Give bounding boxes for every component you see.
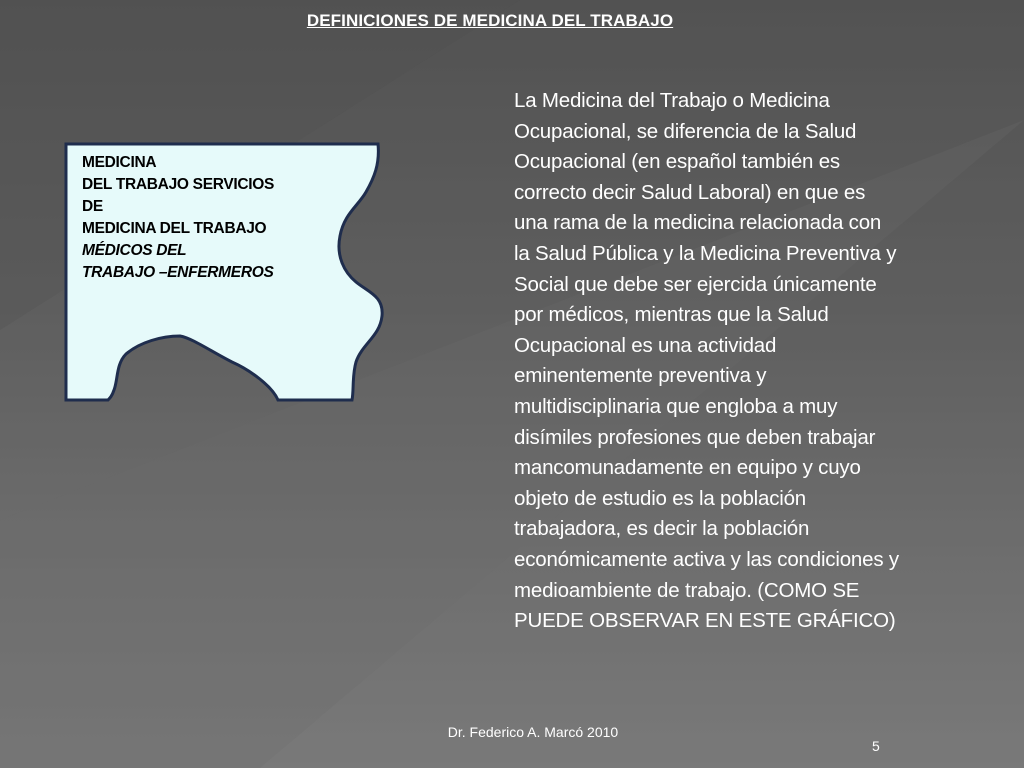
puzzle-line: MÉDICOS DEL (82, 242, 187, 259)
footer-author: Dr. Federico A. Marcó 2010 (447, 724, 619, 740)
definition-line: PUEDE OBSERVAR EN ESTE GRÁFICO) (514, 609, 896, 633)
definition-line: la Salud Pública y la Medicina Preventiva y (514, 241, 897, 265)
definition-line: eminentemente preventiva y (514, 364, 767, 388)
definition-line: mancomunadamente en equipo y cuyo (514, 456, 861, 480)
definition-line: una rama de la medicina relacionada con (514, 211, 882, 235)
definition-line: correcto decir Salud Laboral) en que es (514, 180, 866, 204)
page-number: 5 (872, 738, 880, 754)
definition-paragraph (514, 86, 1006, 637)
puzzle-line: TRABAJO –ENFERMEROS (82, 264, 274, 281)
definition-line: trabajadora, es decir la población (514, 517, 810, 541)
definition-line: La Medicina del Trabajo o Medicina (514, 89, 830, 112)
definition-line: objeto de estudio es la población (514, 486, 807, 510)
definition-line: disímiles profesiones que deben trabajar (514, 425, 876, 449)
puzzle-line: DE (82, 198, 103, 215)
puzzle-piece-text (82, 152, 274, 284)
puzzle-line: MEDICINA (82, 154, 157, 171)
definition-line: Social que debe ser ejercida únicamente (514, 272, 877, 296)
definition-line: Ocupacional (en español también es (514, 150, 840, 174)
definition-line: Ocupacional es una actividad (514, 333, 777, 357)
puzzle-line: DEL TRABAJO SERVICIOS (82, 176, 275, 193)
definition-line: Ocupacional, se diferencia de la Salud (514, 119, 857, 143)
definition-line: multidisciplinaria que engloba a muy (514, 394, 838, 418)
definition-line: por médicos, mientras que la Salud (514, 303, 829, 327)
puzzle-line: MEDICINA DEL TRABAJO (82, 220, 267, 237)
definition-line: económicamente activa y las condiciones y (514, 547, 899, 571)
slide-title: DEFINICIONES DE MEDICINA DEL TRABAJO (306, 11, 674, 30)
definition-line: medioambiente de trabajo. (COMO SE (514, 578, 860, 602)
